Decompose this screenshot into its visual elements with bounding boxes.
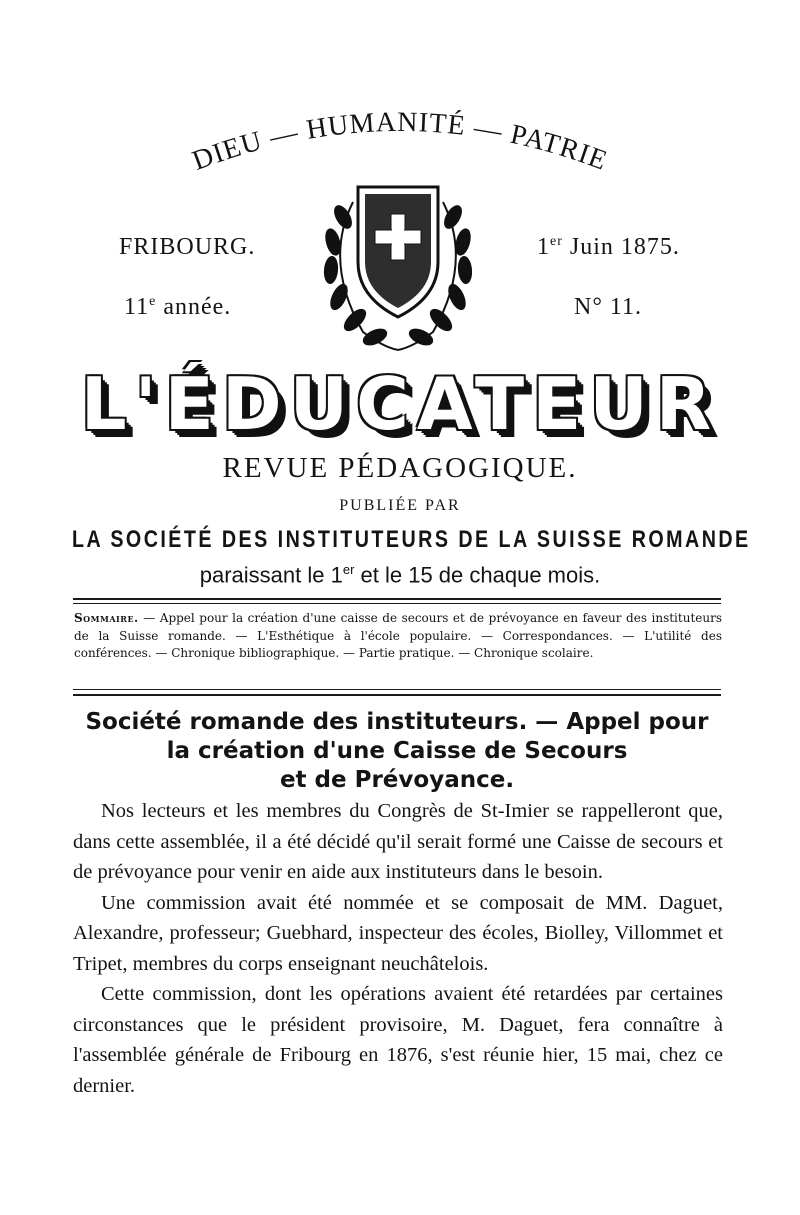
issue-number: N° 11. (574, 294, 643, 320)
paragraph: Cette commission, dont les opérations avaient été retardées par certaines circonstances que le président provisoire, M. Daguet, fera connaître à l'assemblée générale de Fribourg en 1876, s'est réunie hier, 15 mai, chez ce dernier. (73, 983, 723, 1097)
issue-date: 1er Juin 1875. (537, 234, 680, 260)
paragraph: Nos lecteurs et les membres du Congrès de St-Imier se rappelleront que, dans cette assemblée, il a été décidé qu'il serait formé une Caisse de secours et de prévoyance pour venir en aide aux instituteurs dans le besoin. (73, 800, 723, 883)
motto-text: DIEU — HUMANITÉ — PATRIE (188, 106, 612, 177)
paragraph: Une commission avait été nommée et se composait de MM. Daguet, Alexandre, professeur; Guebhard, inspecteur des écoles, Biolley, Villommet et Tripet, membres du corps enseignant neuchâtelois. (73, 891, 723, 975)
published-by: PUBLIÉE PAR (339, 497, 461, 514)
summary-text: — Appel pour la création d'une caisse de secours et de prévoyance en faveur des instituteurs de la Suisse romande. — L'Esthétique à l'école populaire. — Correspondances. — L'utilité des conférences. — Chronique bibliographique. — Partie pratique. — Chronique scolaire. (74, 611, 722, 660)
article-title-line: la création d'une Caisse de Secours (166, 738, 628, 764)
article-title-line: et de Prévoyance. (279, 767, 515, 793)
article-title (73, 708, 721, 795)
divider-top-thin (73, 603, 721, 604)
volume-year: 11e année. (124, 294, 232, 320)
article-body (73, 796, 723, 1101)
society-name: LA SOCIÉTÉ DES INSTITUTEURS DE LA SUISSE ROMANDE (72, 526, 751, 553)
divider-bottom-thin (73, 689, 721, 690)
summary-label: Sommaire. (74, 611, 139, 625)
divider-top (73, 598, 721, 600)
journal-subtitle: REVUE PÉDAGOGIQUE. (222, 452, 578, 484)
divider-bottom (73, 694, 721, 696)
table-of-contents (74, 610, 722, 663)
journal-title: L'ÉDUCATEUR (80, 362, 720, 446)
city-label: FRIBOURG. (119, 234, 256, 260)
swiss-crest-emblem (313, 172, 483, 354)
publication-frequency: paraissant le 1er et le 15 de chaque mois. (199, 562, 601, 588)
article-title-line: Société romande des instituteurs. — Appel pour (85, 709, 709, 735)
